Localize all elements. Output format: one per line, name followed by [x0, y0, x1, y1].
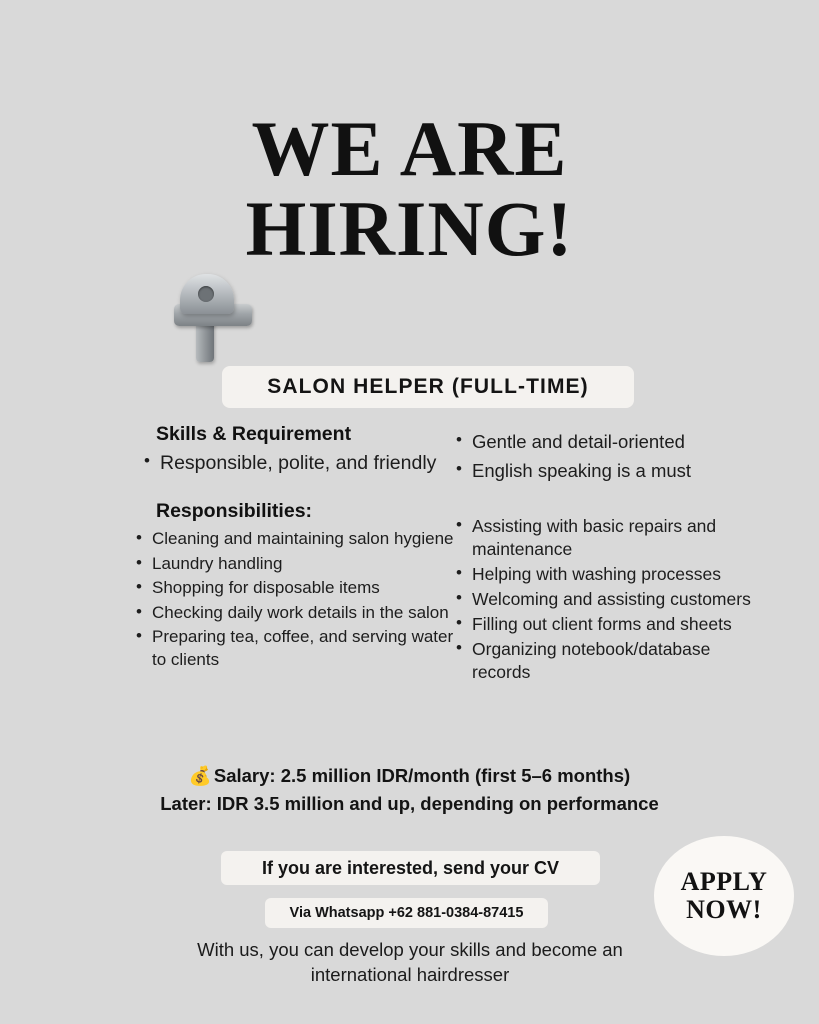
- left-column: [132, 422, 462, 673]
- tagline-text: With us, you can develop your skills and become an international hairdresser: [197, 939, 623, 985]
- list-item: • Preparing tea, coffee, and serving water to clients: [132, 626, 462, 671]
- right-column: [452, 430, 752, 686]
- list-item: • Shopping for disposable items: [132, 577, 462, 599]
- apply-now-badge[interactable]: [654, 836, 794, 956]
- list-item: • Assisting with basic repairs and maintenance: [452, 515, 752, 561]
- money-bag-icon: 💰: [188, 765, 212, 786]
- apply-now-line-1: APPLY: [680, 867, 768, 897]
- salary-primary-text: Salary: 2.5 million IDR/month (first 5–6 months): [213, 765, 631, 786]
- column-spacer: [452, 489, 752, 515]
- list-item: • Cleaning and maintaining salon hygiene: [132, 528, 462, 550]
- skills-heading: Skills & Requirement: [156, 423, 352, 445]
- list-item: • Laundry handling: [132, 553, 462, 575]
- list-item: • Responsible, polite, and friendly: [140, 451, 462, 477]
- headline-line-1: WE ARE: [251, 105, 568, 192]
- skills-list-right: [452, 430, 752, 484]
- list-item: • Checking daily work details in the salon: [132, 602, 462, 624]
- responsibilities-list-right: [452, 515, 752, 685]
- page-title: [0, 105, 819, 273]
- headline-line-2: HIRING!: [245, 185, 574, 273]
- list-item: • Filling out client forms and sheets: [452, 613, 752, 636]
- salary-line-1: [0, 762, 819, 790]
- clip-shank: [196, 322, 214, 362]
- list-item: • English speaking is a must: [452, 459, 752, 483]
- list-item: • Gentle and detail-oriented: [452, 430, 752, 454]
- send-cv-banner: [221, 851, 600, 885]
- responsibilities-heading: Responsibilities:: [156, 500, 313, 523]
- salary-line-2: Later: IDR 3.5 million and up, depending on performance: [160, 792, 659, 814]
- whatsapp-label: Via Whatsapp +62 881-0384-87415: [289, 905, 524, 921]
- paper-clip-icon: [166, 272, 262, 364]
- whatsapp-contact-banner[interactable]: [265, 898, 548, 928]
- skills-list-left: [132, 451, 462, 477]
- responsibilities-list-left: [132, 528, 462, 671]
- clip-hole: [198, 286, 214, 302]
- apply-now-line-2: NOW!: [686, 895, 762, 924]
- role-badge: [222, 366, 634, 408]
- list-item: • Helping with washing processes: [452, 563, 752, 586]
- send-cv-label: If you are interested, send your CV: [261, 857, 560, 878]
- list-item: • Organizing notebook/database records: [452, 638, 752, 684]
- role-badge-label: SALON HELPER (FULL-TIME): [267, 375, 589, 398]
- list-item: • Welcoming and assisting customers: [452, 588, 752, 611]
- salary-section: [0, 762, 819, 818]
